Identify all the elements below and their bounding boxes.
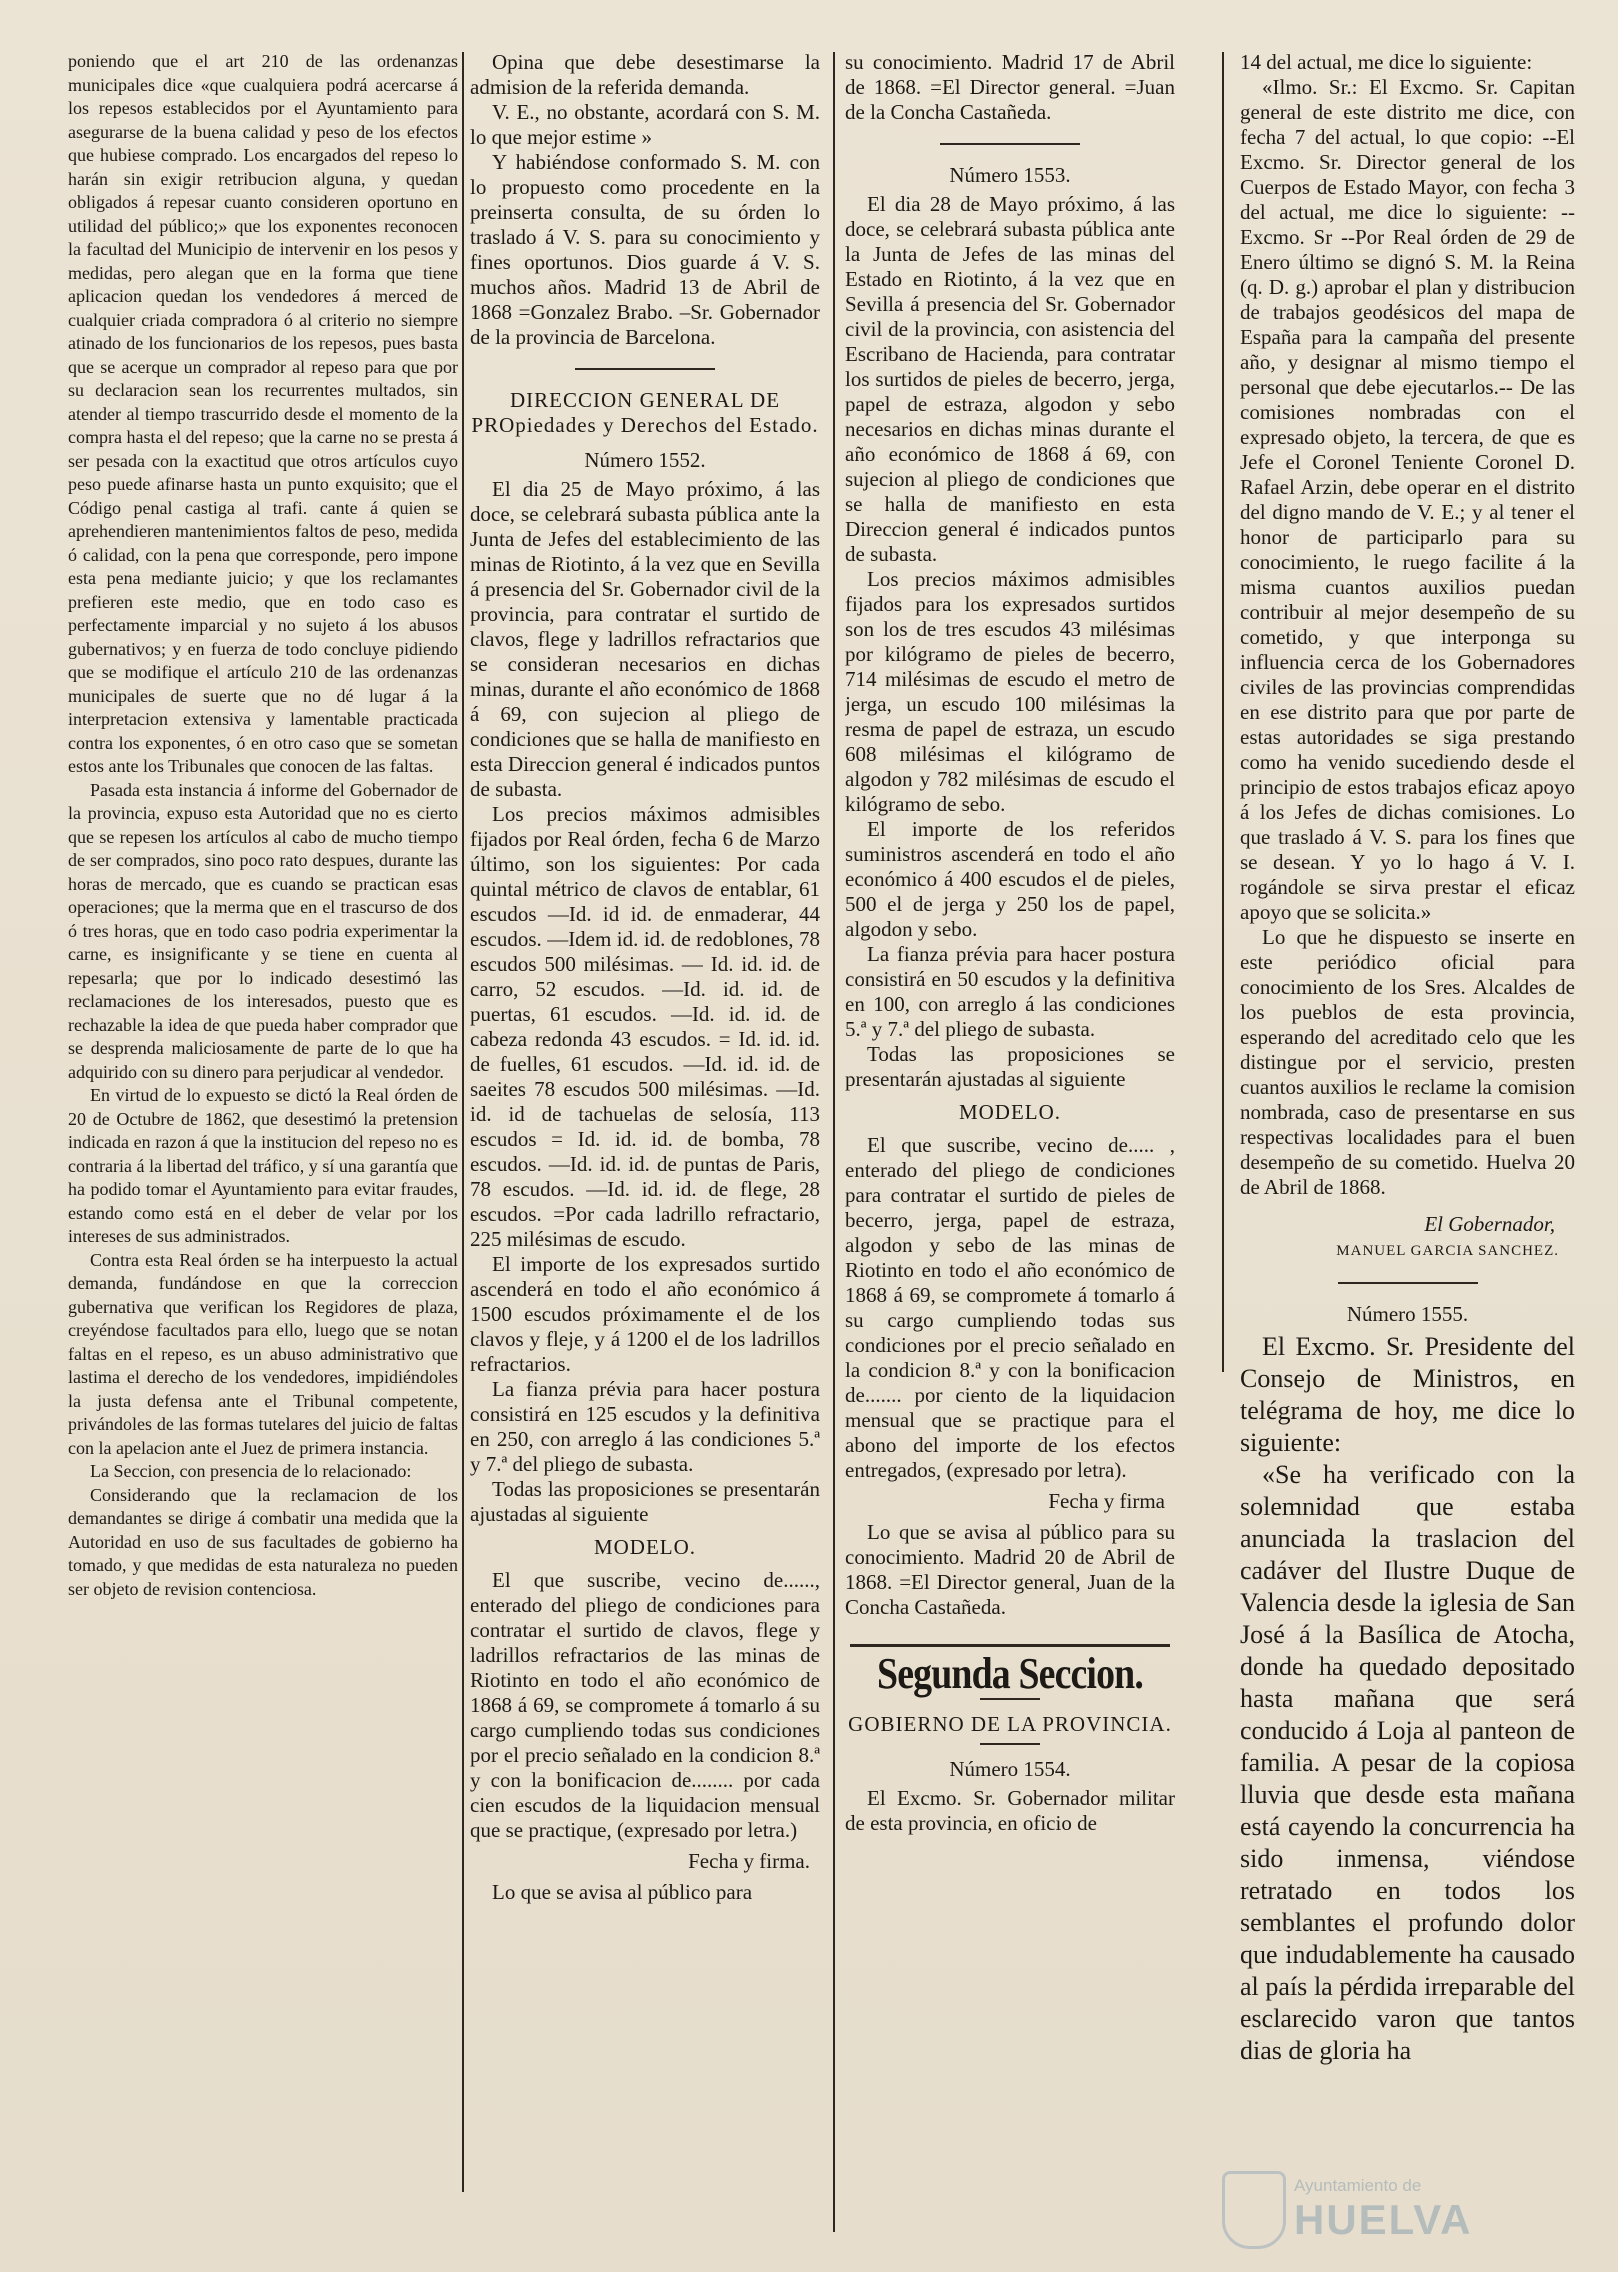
section-title: Segunda Seccion. [877, 1649, 1143, 1698]
paragraph: La fianza prévia para hacer postura consistirá en 125 escudos y la definitiva en 250, con arreglo á las condiciones 5.ª y 7.ª del pliego de subasta. [470, 1377, 820, 1476]
column-1 [68, 50, 458, 1601]
watermark-small-text: Ayuntamiento de [1294, 2176, 1422, 2195]
paragraph: El dia 28 de Mayo próximo, á las doce, se celebrará subasta pública ante la Junta de Jefes de las minas del Estado en Riotinto, á la vez que en Sevilla á presencia del Sr. Gobernador civil de la provincia, con asistencia del Escribano de Hacienda, para contratar los surtidos de pieles de becerro, jerga, papel de estraza, algodon y sebo necesarios en dichas minas durante el año económico de 1868 á 69, con sujecion al pliego de condiciones que se halla de manifiesto en esta Direccion general é indicados puntos de subasta. [845, 192, 1175, 566]
notice-number: Número 1554. [949, 1757, 1071, 1781]
section-rule [1338, 1282, 1478, 1284]
section-rule [850, 1644, 1170, 1647]
paragraph: La Seccion, con presencia de lo relacionado: [90, 1461, 412, 1481]
paragraph: Y habiéndose conformado S. M. con lo propuesto como procedente en la preinserta consulta, de su órden lo traslado á V. S. para su conocimiento y fines oportunos. Dios guarde á V. S. muchos años. Madrid 13 de Abril de 1868 =Gonzalez Brabo. –Sr. Gobernador de la provincia de Barcelona. [470, 150, 820, 349]
section-heading: DIRECCION GENERAL DE PROpiedades y Derechos del Estado. [471, 388, 819, 437]
column-divider [1222, 52, 1224, 1372]
section-subheading: GOBIERNO DE LA PROVINCIA. [848, 1712, 1172, 1736]
paragraph: poniendo que el art 210 de las ordenanzas municipales dice «que cualquiera podrá acercarse á los repesos establecidos por el Ayuntamiento para asegurarse de la buena calidad y peso de los efectos que hubiese comprado. Los encargados del repeso lo harán sin exigir retribucion alguna, y quedan obligados á repesar cuanto consideren oportuno en utilidad del público;» que los exponentes reconocen la facultad del Municipio de intervenir en los pesos y medidas, pero alegan que en la forma que tiene aplicacion quedan los vendedores á merced de cualquier criada compradora ó al criterio no siempre atinado de los funcionarios de los repesos, pues basta que se acerque un comprador al repeso para que por su declaracion sean los recurrentes multados, sin atender al tiempo trascurrido desde el momento de la compra hasta el del repeso; que la carne no se presta á ser pesada con la exactitud que otros artículos cuyo peso puede afinarse hasta un punto exquisito; que el Código penal castiga al trafi. cante á quien se aprehendieren mantenimientos faltos de peso, medida ó calidad, con la pena que corresponde, pero impone esta pena mediante juicio; y que los reclamantes prefieren este medio, que en todo caso es perfectamente imparcial y no sujeto á los abusos gubernativos; y en fuerza de todo concluye pidiendo que se modifique el artículo 210 de las ordenanzas municipales de suerte que no dé lugar á la interpretacion extensiva y lamentable practicada contra los exponentes, ó en otro caso que se sometan estos ante los Tribunales que conocen de las faltas. [68, 51, 458, 776]
coat-of-arms-icon [1222, 2171, 1286, 2249]
paragraph: Todas las proposiciones se presentarán ajustadas al siguiente [470, 1477, 820, 1526]
paragraph: El Excmo. Sr. Gobernador militar de esta provincia, en oficio de [845, 1786, 1175, 1835]
column-4 [1240, 50, 1575, 2067]
paragraph: El Excmo. Sr. Presidente del Consejo de Ministros, en telégrama de hoy, me dice lo siguiente: [1240, 1332, 1575, 1457]
paragraph: 14 del actual, me dice lo siguiente: [1240, 50, 1533, 74]
paragraph: V. E., no obstante, acordará con S. M. lo que mejor estime » [470, 100, 820, 149]
paragraph: Opina que debe desestimarse la admision de la referida demanda. [470, 50, 820, 99]
signature-line: Fecha y firma [1048, 1489, 1165, 1513]
paragraph: su conocimiento. Madrid 17 de Abril de 1868. =El Director general. =Juan de la Concha Castañeda. [845, 50, 1175, 124]
notice-number: Número 1555. [1346, 1302, 1469, 1326]
watermark-big-text: HUELVA [1294, 2196, 1473, 2243]
paragraph: Lo que he dispuesto se inserte en este periódico oficial para conocimiento de los Sres. Alcaldes de los pueblos de esta provincia, esperando del acreditado celo que les distingue por el servicio, presten cuantos auxilios le reclame la comision nombrada, caso de presentarse en sus respectivas localidades para el buen desempeño de su cometido. Huelva 20 de Abril de 1868. [1240, 925, 1575, 1199]
paragraph: Contra esta Real órden se ha interpuesto la actual demanda, fundándose en que la correccion gubernativa que verifican los Regidores de plaza, creyéndose facultados para ello, luego que se notan faltas en el repeso, es un abuso administrativo que lastima el derecho de los vendedores, impidiéndoles la justa defensa ante el Tribunal competente, privándoles de las formas tutelares del juicio de faltas con la apelacion ante el Juez de primera instancia. [68, 1249, 458, 1458]
column-divider [462, 52, 464, 2192]
paragraph: Lo que se avisa al público para su conocimiento. Madrid 20 de Abril de 1868. =El Director general, Juan de la Concha Castañeda. [845, 1520, 1175, 1619]
governor-title: El Gobernador, [1424, 1212, 1555, 1236]
paragraph: «Se ha verificado con la solemnidad que estaba anunciada la traslacion del cadáver del Ilustre Duque de Valencia desde la iglesia de San José á la Basílica de Atocha, donde ha quedado depositado hasta mañana que será conducido á Loja al panteon de familia. A pesar de la copiosa lluvia que desde esta mañana está cayendo la concurrencia ha sido inmensa, viéndose retratado en todos los semblantes el profundo dolor que indudablemente ha causado al país la pérdida irreparable del esclarecido varon que tantos dias de gloria ha [1240, 1460, 1575, 2065]
paragraph: «Ilmo. Sr.: El Excmo. Sr. Capitan general de este distrito me dice, con fecha 7 del actual, lo que copio: --El Excmo. Sr. Director general de los Cuerpos de Estado Mayor, con fecha 3 del actual, me dice lo siguiente: --Excmo. Sr --Por Real órden de 29 de Enero último se dignó S. M. la Reina (q. D. g.) aprobar el plan y distribucion de trabajos geodésicos del mapa de España para la campaña del presente año, y designar al mismo tiempo el personal que debe ejecutarlos.-- De las comisiones nombradas con el expresado objeto, la tercera, de que es Jefe el Coronel Teniente Coronel D. Rafael Arzin, debe operar en el distrito del digno mando de V. E.; y al tener el honor de participarlo para su conocimiento, le ruego facilite á la misma cuantos auxilios puedan contribuir al mejor desempeño de su cometido, y que interponga su influencia cerca de los Gobernadores civiles de las provincias comprendidas en ese distrito para que por parte de estas autoridades se siga prestando como ha venido sucediendo desde el principio de estos trabajos eficaz apoyo á los Jefes de dichas comisiones. Lo que traslado á V. S. para los fines que se desean. Y yo lo hago á V. I. rogándole se sirva prestar el eficaz apoyo que se solicita.» [1240, 75, 1575, 924]
model-text: El que suscribe, vecino de..... , enterado del pliego de condiciones para contratar el surtido de pieles de becerro, jerga, papel de estraza, algodon y sebo de las minas de Riotinto en todo el año económico de 1868 á 69, se compromete á tomarlo á su cargo cumpliendo todas sus condiciones por el precio señalado en la condicion 8.ª y con la bonificacion de....... por ciento de la liquidacion mensual que se practique para el abono del importe de los efectos entregados, (expresado por letra). [845, 1133, 1175, 1482]
section-rule [940, 143, 1080, 145]
paragraph: El importe de los referidos suministros ascenderá en todo el año económico á 400 escudos el de pieles, 500 el de jerga y 250 los de papel, algodon y sebo. [845, 817, 1175, 941]
notice-number: Número 1552. [584, 448, 706, 472]
column-divider [833, 52, 835, 2232]
title-rule [980, 1743, 1040, 1745]
model-label: MODELO. [958, 1100, 1062, 1124]
paragraph: Los precios máximos admisibles fijados por Real órden, fecha 6 de Marzo último, son los siguientes: Por cada quintal métrico de clavos de entablar, 61 escudos —Id. id id. de enmaderar, 44 escudos. —Idem id. id. de redoblones, 78 escudos 500 milésimas. — Id. id. id. de carro, 52 escudos. —Id. id. id. de puertas, 61 escudos. —Id. id. id. de cabeza redonda 43 escudos. = Id. id. id. de fuelles, 61 escudos. —Id. id. id. de saeites 78 escudos 500 milésimas. —Id. id. id de tachuelas de selosía, 113 escudos = Id. id. id. de bomba, 78 escudos. —Id. id. id. de puntas de Paris, 78 escudos. —Id. id. id. de flege, 28 escudos. =Por cada ladrillo refractario, 225 milésimas de escudo. [470, 802, 820, 1251]
paragraph: Pasada esta instancia á informe del Gobernador de la provincia, expuso esta Autoridad que no es cierto que se repesen los artículos al cabo de mucho tiempo de ser comprados, sino poco rato despues, durante las horas de mercado, que es cuando se practican esas operaciones; que la merma que en el trascurso de dos ó tres horas, que en todo caso podria experimentar la carne, es insignificante y se tiene en cuenta al repesarla; que por lo indicado desestimó las reclamaciones de los interesados, puesto que es rechazable la idea de que pueda haber comprador que se desprenda maliciosamente de parte de lo que ha adquirido con su dinero para perjudicar al vendedor. [68, 779, 458, 1082]
archive-watermark [1222, 2170, 1552, 2250]
paragraph: Todas las proposiciones se presentarán ajustadas al siguiente [845, 1042, 1175, 1091]
paragraph: Los precios máximos admisibles fijados para los expresados surtidos son los de tres escudos 43 milésimas por kilógramo de pieles de becerro, 714 milésimas de escudo el metro de jerga, un escudo 100 milésimas la resma de papel de estraza, un escudo 608 milésimas el kilógramo de algodon y 782 milésimas de escudo el kilógramo de sebo. [845, 567, 1175, 816]
title-rule [980, 1698, 1040, 1700]
column-3 [845, 50, 1175, 1836]
paragraph: En virtud de lo expuesto se dictó la Real órden de 20 de Octubre de 1862, que desestimó la pretension indicada en razon á que la institucion del repeso no es contraria á la libertad del tráfico, y sí una garantía que ha podido tomar el Ayuntamiento para evitar fraudes, estando como está en el deber de velar por los intereses de sus administrados. [68, 1085, 458, 1246]
governor-name: MANUEL GARCIA SANCHEZ. [1336, 1243, 1559, 1259]
column-2 [470, 50, 820, 1905]
paragraph: El dia 25 de Mayo próximo, á las doce, se celebrará subasta pública ante la Junta de Jefes del establecimiento de las minas de Riotinto, á la vez que en Sevilla á presencia del Sr. Gobernador civil de la provincia, para contratar el surtido de clavos, flege y ladrillos refractarios que se consideran necesarios en dichas minas, durante el año económico de 1868 á 69, con sujecion al pliego de condiciones que se halla de manifiesto en esta Direccion general é indicados puntos de subasta. [470, 477, 820, 801]
model-label: MODELO. [593, 1535, 697, 1559]
notice-number: Número 1553. [949, 163, 1071, 187]
model-text: El que suscribe, vecino de......, enterado del pliego de condiciones para contratar el surtido de clavos, flege y ladrillos refractarios de las minas de Riotinto en todo el año económico de 1868 á 69, se compromete á tomarlo á su cargo cumpliendo todas sus condiciones por el precio señalado en la condicion 8.ª y con la bonificacion de........ por cada cien escudos de la liquidacion mensual que se practique, (expresado por letra.) [470, 1568, 820, 1842]
paragraph: Considerando que la reclamacion de los demandantes se dirige á combatir una medida que la Autoridad en uso de sus facultades de gobierno ha tomado, y que medidas de esta naturaleza no pueden ser objeto de revision contenciosa. [68, 1484, 458, 1599]
section-rule [575, 368, 715, 370]
signature-line: Fecha y firma. [688, 1849, 810, 1873]
paragraph: La fianza prévia para hacer postura consistirá en 50 escudos y la definitiva en 100, con arreglo á las condiciones 5.ª y 7.ª del pliego de subasta. [845, 942, 1175, 1041]
paragraph: Lo que se avisa al público para [492, 1880, 753, 1904]
paragraph: El importe de los expresados surtido ascenderá en todo el año económico á 1500 escudos próximamente el de los clavos y fleje, y á 1200 el de los ladrillos refractarios. [470, 1252, 820, 1376]
